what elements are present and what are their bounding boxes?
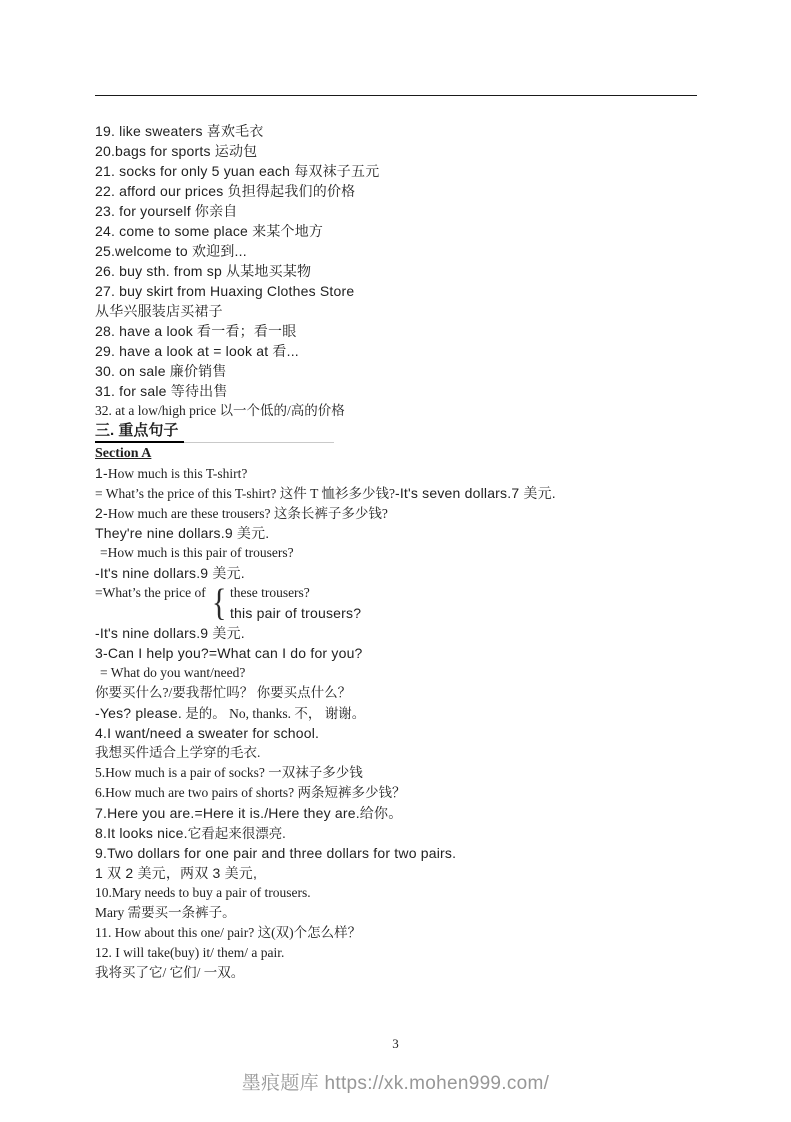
text-line — [95, 503, 715, 523]
text-line: 28. have a look 看一看；看一眼 — [95, 323, 297, 339]
text-line: -It's nine dollars.9 美元. — [95, 565, 245, 581]
page-number: 3 — [392, 1036, 399, 1051]
text-line: 我想买件适合上学穿的毛衣. — [95, 745, 261, 760]
text-line: 12. I will take(buy) it/ them/ a pair. — [95, 945, 285, 960]
text-line: 23. for yourself 你亲自 — [95, 203, 238, 219]
brace-lead-text: =What’s the price of — [95, 585, 206, 600]
text-segment: 8.It looks nice. — [95, 825, 188, 841]
text-line: 19. like sweaters 喜欢毛衣 — [95, 123, 264, 139]
content — [95, 121, 715, 983]
header-rule — [95, 95, 697, 96]
brace-options — [230, 583, 361, 623]
text-segment: How much is this T-shirt? — [107, 466, 248, 481]
text-segment: -Yes? please. — [95, 705, 182, 721]
section-heading-text: 三. 重点句子 — [95, 421, 184, 443]
text-line: 31. for sale 等待出售 — [95, 383, 228, 399]
text-line — [95, 703, 715, 723]
text-line: 3-Can I help you?=What can I do for you? — [95, 645, 363, 661]
text-line: = What do you want/need? — [100, 665, 246, 680]
text-line: 7.Here you are.=Here it is./Here they are.给你。 — [95, 805, 403, 821]
text-line: They're nine dollars.9 美元. — [95, 525, 270, 541]
text-line: 25.welcome to 欢迎到... — [95, 243, 247, 259]
brace-alternatives-line — [95, 583, 715, 623]
text-line: 20.bags for sports 运动包 — [95, 143, 258, 159]
text-line — [95, 483, 715, 503]
text-line: 30. on sale 廉价销售 — [95, 363, 227, 379]
text-line: 29. have a look at = look at 看... — [95, 343, 299, 359]
text-segment: -It's seven dollars.7 美元. — [394, 485, 556, 501]
text-line: 6.How much are two pairs of shorts? 两条短裤多少钱？ — [95, 785, 406, 800]
text-segment: 2- — [95, 505, 108, 521]
watermark-text: 墨痕题库 https://xk.mohen999.com/ — [241, 1073, 550, 1094]
text-segment: 是的。 No, thanks. 不， 谢谢。 — [181, 706, 366, 721]
subsection-label-text: Section A — [95, 446, 152, 461]
curly-brace-glyph: { — [211, 582, 227, 624]
text-segment: 它看起来很漂亮. — [187, 826, 286, 841]
text-line: Mary 需要买一条裤子。 — [95, 905, 236, 920]
text-segment: = What’s the price of this T-shirt? 这件 T 恤衫多少钱? — [95, 486, 395, 501]
brace-option-top: these trousers? — [229, 585, 310, 600]
brace-option-bottom: this pair of trousers? — [229, 605, 362, 621]
text-line: 22. afford our prices 负担得起我们的价格 — [95, 183, 356, 199]
text-line: =How much is this pair of trousers? — [100, 545, 294, 560]
text-line: 你要买什么?/要我帮忙吗？ 你要买点什么？ — [95, 685, 352, 700]
subsection-label — [95, 443, 715, 463]
text-line: 26. buy sth. from sp 从某地买某物 — [95, 263, 312, 279]
text-line: 11. How about this one/ pair? 这(双)个怎么样？ — [95, 925, 362, 940]
text-line: 24. come to some place 来某个地方 — [95, 223, 324, 239]
text-line: 我将买了它/ 它们/ 一双。 — [95, 965, 245, 980]
text-line: 21. socks for only 5 yuan each 每双袜子五元 — [95, 163, 380, 179]
text-line: 4.I want/need a sweater for school. — [95, 725, 320, 741]
text-segment: How much are these trousers? 这条长裤子多少钱? — [107, 506, 388, 521]
text-line: 5.How much is a pair of socks? 一双袜子多少钱 — [95, 765, 363, 780]
heading-underline-extension — [184, 423, 334, 443]
text-line: 9.Two dollars for one pair and three dollars for two pairs. — [95, 845, 457, 861]
text-line — [95, 823, 715, 843]
text-line: 10.Mary needs to buy a pair of trousers. — [95, 885, 311, 900]
text-line: 32. at a low/high price 以一个低的/高的价格 — [95, 403, 345, 418]
section-heading — [95, 421, 715, 443]
text-line: 27. buy skirt from Huaxing Clothes Store — [95, 283, 355, 299]
text-line: -It's nine dollars.9 美元. — [95, 625, 245, 641]
text-segment: 1- — [95, 465, 108, 481]
text-line — [95, 463, 715, 483]
text-line: 1 双 2 美元，两双 3 美元, — [95, 865, 258, 881]
text-line: 从华兴服装店买裙子 — [95, 303, 223, 319]
